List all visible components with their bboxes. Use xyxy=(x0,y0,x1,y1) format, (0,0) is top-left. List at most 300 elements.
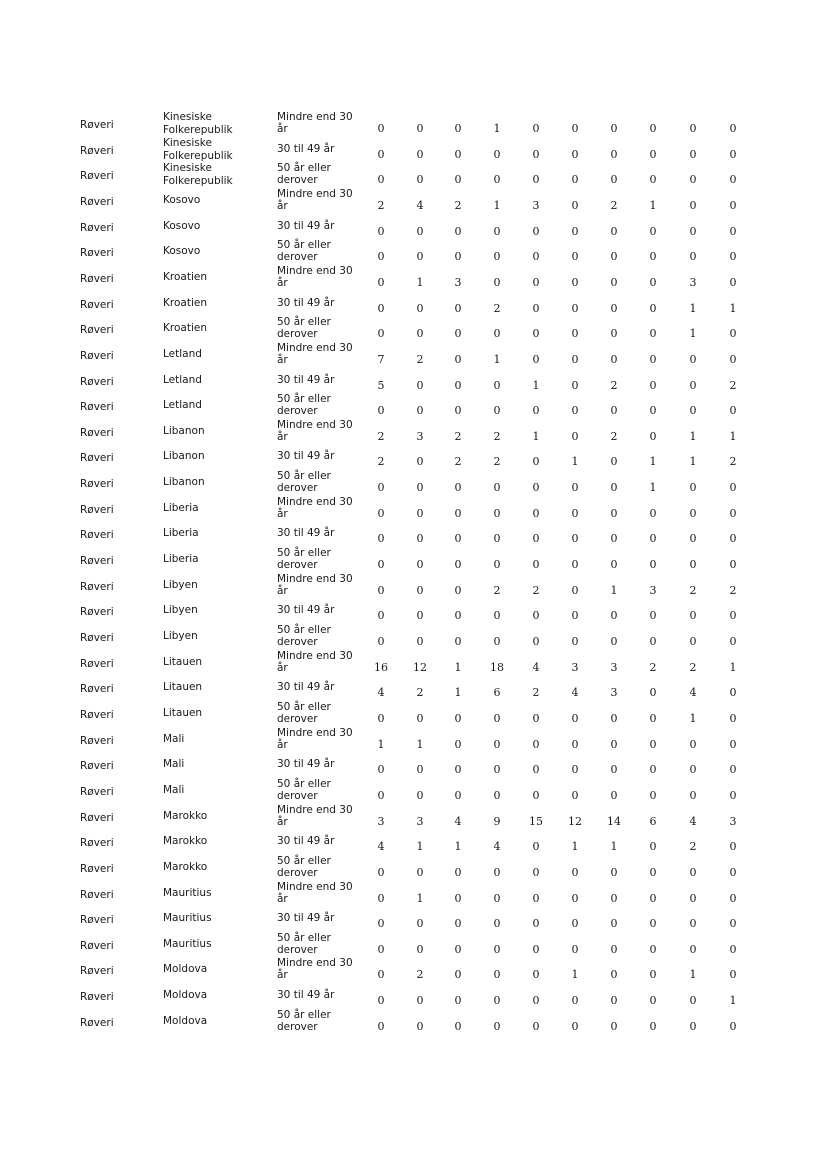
crime-type: Røveri xyxy=(80,760,114,773)
age-group: Mindre end 30 år xyxy=(277,880,353,905)
crime-type: Røveri xyxy=(80,298,114,311)
value-cell: 1 xyxy=(416,737,424,751)
value-cell: 0 xyxy=(649,147,657,161)
value-cell: 0 xyxy=(649,250,657,264)
value-cell: 1 xyxy=(649,198,657,212)
age-group: 30 til 49 år xyxy=(277,527,335,540)
value-cell: 0 xyxy=(571,122,579,135)
value-cell: 0 xyxy=(454,147,462,161)
value-cell: 0 xyxy=(649,558,657,572)
value-cell: 0 xyxy=(454,122,462,135)
value-cell: 0 xyxy=(454,481,462,495)
value-cell: 2 xyxy=(377,455,385,469)
country: Marokko xyxy=(163,860,208,873)
value-cell: 0 xyxy=(610,122,618,135)
value-cell: 0 xyxy=(454,737,462,751)
age-group: 30 til 49 år xyxy=(277,604,335,617)
value-cell: 0 xyxy=(454,352,462,366)
age-group: 30 til 49 år xyxy=(277,142,335,155)
country: Kosovo xyxy=(163,219,201,232)
value-cell: 16 xyxy=(374,660,388,674)
value-cell: 0 xyxy=(729,1019,737,1033)
value-cell: 0 xyxy=(689,481,697,495)
value-cell: 0 xyxy=(689,506,697,520)
value-cell: 0 xyxy=(454,788,462,802)
country: Libanon xyxy=(163,476,205,489)
value-cell: 0 xyxy=(532,609,540,623)
value-cell: 0 xyxy=(416,147,424,161)
value-cell: 0 xyxy=(689,352,697,366)
country: Moldova xyxy=(163,1014,208,1027)
crime-type: Røveri xyxy=(80,991,114,1004)
value-cell: 0 xyxy=(493,378,501,392)
value-cell: 2 xyxy=(729,455,737,469)
crime-type: Røveri xyxy=(80,247,114,260)
value-cell: 2 xyxy=(689,660,697,674)
value-cell: 0 xyxy=(729,275,737,289)
value-cell: 0 xyxy=(416,711,424,725)
value-cell: 0 xyxy=(493,147,501,161)
value-cell: 0 xyxy=(416,558,424,572)
value-cell: 3 xyxy=(689,275,697,289)
value-cell: 0 xyxy=(571,250,579,264)
value-cell: 0 xyxy=(610,763,618,777)
value-cell: 0 xyxy=(649,994,657,1008)
value-cell: 0 xyxy=(729,404,737,418)
value-cell: 0 xyxy=(610,865,618,879)
value-cell: 0 xyxy=(416,994,424,1008)
country: Kroatien xyxy=(163,296,207,309)
value-cell: 0 xyxy=(729,481,737,495)
value-cell: 0 xyxy=(571,1019,579,1033)
value-cell: 0 xyxy=(454,711,462,725)
value-cell: 0 xyxy=(571,429,579,443)
value-cell: 6 xyxy=(493,686,501,700)
value-cell: 0 xyxy=(729,609,737,623)
value-cell: 3 xyxy=(416,429,424,443)
value-cell: 0 xyxy=(571,635,579,648)
value-cell: 0 xyxy=(377,609,385,623)
country: Libanon xyxy=(163,424,205,437)
value-cell: 0 xyxy=(454,865,462,879)
value-cell: 0 xyxy=(454,1019,462,1033)
age-group: Mindre end 30 år xyxy=(277,572,353,597)
value-cell: 7 xyxy=(377,352,385,366)
crime-type: Røveri xyxy=(80,1016,114,1029)
value-cell: 0 xyxy=(532,122,540,135)
country: Libyen xyxy=(163,604,198,617)
value-cell: 0 xyxy=(610,275,618,289)
value-cell: 0 xyxy=(649,840,657,854)
value-cell: 0 xyxy=(377,558,385,572)
value-cell: 0 xyxy=(493,327,501,341)
value-cell: 0 xyxy=(532,327,540,341)
value-cell: 0 xyxy=(493,275,501,289)
value-cell: 2 xyxy=(416,352,424,366)
value-cell: 2 xyxy=(493,583,501,597)
value-cell: 0 xyxy=(454,942,462,956)
country: Libyen xyxy=(163,578,198,591)
value-cell: 0 xyxy=(454,532,462,546)
country: Marokko xyxy=(163,835,208,848)
crime-type: Røveri xyxy=(80,478,114,491)
country: Litauen xyxy=(163,681,203,694)
country: Liberia xyxy=(163,527,199,540)
value-cell: 1 xyxy=(416,891,424,905)
age-group: Mindre end 30 år xyxy=(277,495,353,520)
value-cell: 0 xyxy=(454,378,462,392)
value-cell: 5 xyxy=(377,378,385,392)
value-cell: 0 xyxy=(377,788,385,802)
value-cell: 0 xyxy=(610,968,618,982)
value-cell: 0 xyxy=(416,173,424,187)
value-cell: 1 xyxy=(649,455,657,469)
value-cell: 0 xyxy=(454,173,462,187)
value-cell: 0 xyxy=(571,737,579,751)
age-group: Mindre end 30 år xyxy=(277,418,353,443)
value-cell: 0 xyxy=(610,942,618,956)
value-cell: 2 xyxy=(454,455,462,469)
value-cell: 0 xyxy=(649,609,657,623)
value-cell: 2 xyxy=(610,378,618,392)
value-cell: 0 xyxy=(377,763,385,777)
value-cell: 0 xyxy=(377,301,385,315)
value-cell: 0 xyxy=(454,917,462,931)
value-cell: 0 xyxy=(532,147,540,161)
value-cell: 2 xyxy=(493,301,501,315)
value-cell: 0 xyxy=(416,788,424,802)
value-cell: 0 xyxy=(416,1019,424,1033)
crime-type: Røveri xyxy=(80,324,114,337)
value-cell: 2 xyxy=(689,840,697,854)
value-cell: 3 xyxy=(416,814,424,828)
value-cell: 0 xyxy=(532,250,540,264)
age-group: Mindre end 30 år xyxy=(277,341,353,366)
age-group: 50 år eller derover xyxy=(277,547,331,572)
age-group: Mindre end 30 år xyxy=(277,803,353,828)
value-cell: 0 xyxy=(532,558,540,572)
value-cell: 0 xyxy=(454,891,462,905)
value-cell: 0 xyxy=(729,635,737,648)
value-cell: 1 xyxy=(689,327,697,341)
value-cell: 0 xyxy=(571,558,579,572)
value-cell: 3 xyxy=(729,814,737,828)
value-cell: 0 xyxy=(416,609,424,623)
value-cell: 4 xyxy=(689,814,697,828)
value-cell: 0 xyxy=(416,532,424,546)
country: Liberia xyxy=(163,501,199,514)
value-cell: 0 xyxy=(377,583,385,597)
value-cell: 0 xyxy=(649,301,657,315)
value-cell: 0 xyxy=(729,891,737,905)
value-cell: 0 xyxy=(416,635,424,648)
value-cell: 0 xyxy=(729,558,737,572)
value-cell: 1 xyxy=(729,994,737,1008)
value-cell: 0 xyxy=(649,788,657,802)
value-cell: 0 xyxy=(689,122,697,135)
value-cell: 0 xyxy=(729,737,737,751)
value-cell: 0 xyxy=(729,250,737,264)
age-group: Mindre end 30 år xyxy=(277,726,353,751)
value-cell: 0 xyxy=(454,994,462,1008)
value-cell: 0 xyxy=(493,635,501,648)
value-cell: 0 xyxy=(689,994,697,1008)
value-cell: 2 xyxy=(532,583,540,597)
value-cell: 0 xyxy=(454,763,462,777)
value-cell: 0 xyxy=(689,404,697,418)
value-cell: 0 xyxy=(689,865,697,879)
value-cell: 0 xyxy=(571,994,579,1008)
value-cell: 0 xyxy=(532,763,540,777)
value-cell: 0 xyxy=(610,327,618,341)
crime-type: Røveri xyxy=(80,657,114,670)
value-cell: 0 xyxy=(729,532,737,546)
value-cell: 0 xyxy=(649,352,657,366)
value-cell: 1 xyxy=(689,301,697,315)
value-cell: 0 xyxy=(610,1019,618,1033)
value-cell: 0 xyxy=(610,147,618,161)
country: Mauritius xyxy=(163,886,212,899)
country: Kinesiske Folkerepublik xyxy=(163,162,233,188)
value-cell: 0 xyxy=(377,532,385,546)
value-cell: 2 xyxy=(493,455,501,469)
country: Libanon xyxy=(163,450,205,463)
value-cell: 0 xyxy=(493,788,501,802)
value-cell: 0 xyxy=(610,455,618,469)
crime-type: Røveri xyxy=(80,272,114,285)
crime-type: Røveri xyxy=(80,555,114,568)
value-cell: 4 xyxy=(377,686,385,700)
value-cell: 0 xyxy=(532,1019,540,1033)
value-cell: 0 xyxy=(454,224,462,238)
crime-type: Røveri xyxy=(80,785,114,798)
value-cell: 0 xyxy=(649,865,657,879)
value-cell: 0 xyxy=(532,711,540,725)
country: Letland xyxy=(163,373,202,386)
value-cell: 2 xyxy=(416,968,424,982)
value-cell: 0 xyxy=(610,506,618,520)
value-cell: 0 xyxy=(416,250,424,264)
value-cell: 0 xyxy=(377,865,385,879)
value-cell: 12 xyxy=(413,660,427,674)
value-cell: 0 xyxy=(571,301,579,315)
value-cell: 0 xyxy=(416,327,424,341)
value-cell: 0 xyxy=(532,917,540,931)
value-cell: 0 xyxy=(571,583,579,597)
value-cell: 2 xyxy=(377,429,385,443)
value-cell: 0 xyxy=(532,352,540,366)
value-cell: 1 xyxy=(610,840,618,854)
value-cell: 2 xyxy=(416,686,424,700)
value-cell: 0 xyxy=(729,763,737,777)
value-cell: 0 xyxy=(571,275,579,289)
value-cell: 0 xyxy=(532,301,540,315)
value-cell: 0 xyxy=(416,301,424,315)
country: Kinesiske Folkerepublik xyxy=(163,111,233,136)
value-cell: 1 xyxy=(454,686,462,700)
value-cell: 0 xyxy=(377,968,385,982)
age-group: 30 til 49 år xyxy=(277,450,335,463)
value-cell: 0 xyxy=(649,968,657,982)
value-cell: 0 xyxy=(729,917,737,931)
value-cell: 0 xyxy=(571,173,579,187)
value-cell: 0 xyxy=(532,942,540,956)
value-cell: 0 xyxy=(571,942,579,956)
crime-type: Røveri xyxy=(80,708,114,721)
crime-type: Røveri xyxy=(80,375,114,388)
country: Mauritius xyxy=(163,937,212,950)
value-cell: 0 xyxy=(416,455,424,469)
value-cell: 2 xyxy=(377,198,385,212)
value-cell: 0 xyxy=(532,506,540,520)
age-group: 30 til 49 år xyxy=(277,758,335,771)
country: Mali xyxy=(163,732,185,745)
value-cell: 0 xyxy=(689,763,697,777)
age-group: 50 år eller derover xyxy=(277,162,331,187)
value-cell: 0 xyxy=(493,865,501,879)
value-cell: 4 xyxy=(493,840,501,854)
crime-type: Røveri xyxy=(80,195,114,208)
value-cell: 0 xyxy=(377,122,385,135)
value-cell: 0 xyxy=(610,352,618,366)
value-cell: 0 xyxy=(532,891,540,905)
value-cell: 0 xyxy=(377,506,385,520)
value-cell: 0 xyxy=(689,917,697,931)
value-cell: 0 xyxy=(610,711,618,725)
value-cell: 0 xyxy=(571,378,579,392)
value-cell: 1 xyxy=(689,711,697,725)
age-group: 30 til 49 år xyxy=(277,835,335,848)
value-cell: 0 xyxy=(689,1019,697,1033)
crime-type: Røveri xyxy=(80,683,114,696)
value-cell: 1 xyxy=(649,481,657,495)
value-cell: 0 xyxy=(416,224,424,238)
value-cell: 2 xyxy=(689,583,697,597)
value-cell: 1 xyxy=(571,455,579,469)
value-cell: 3 xyxy=(610,660,618,674)
value-cell: 0 xyxy=(610,224,618,238)
value-cell: 0 xyxy=(689,942,697,956)
crime-type: Røveri xyxy=(80,811,114,824)
crime-type: Røveri xyxy=(80,580,114,593)
crime-type: Røveri xyxy=(80,170,114,183)
crime-type: Røveri xyxy=(80,349,114,362)
value-cell: 1 xyxy=(416,275,424,289)
value-cell: 0 xyxy=(689,788,697,802)
value-cell: 1 xyxy=(532,429,540,443)
value-cell: 0 xyxy=(729,122,737,135)
age-group: 50 år eller derover xyxy=(277,854,331,879)
age-group: 50 år eller derover xyxy=(277,316,331,341)
age-group: 50 år eller derover xyxy=(277,624,331,648)
value-cell: 0 xyxy=(729,327,737,341)
country: Kosovo xyxy=(163,193,201,206)
value-cell: 1 xyxy=(729,301,737,315)
value-cell: 0 xyxy=(532,994,540,1008)
value-cell: 0 xyxy=(729,711,737,725)
value-cell: 18 xyxy=(490,660,504,674)
value-cell: 0 xyxy=(649,942,657,956)
value-cell: 0 xyxy=(689,891,697,905)
value-cell: 0 xyxy=(649,891,657,905)
value-cell: 0 xyxy=(493,737,501,751)
value-cell: 0 xyxy=(689,737,697,751)
country: Kroatien xyxy=(163,322,207,335)
value-cell: 0 xyxy=(689,224,697,238)
value-cell: 0 xyxy=(493,711,501,725)
value-cell: 0 xyxy=(571,506,579,520)
value-cell: 0 xyxy=(649,404,657,418)
age-group: 50 år eller derover xyxy=(277,931,331,956)
value-cell: 1 xyxy=(610,583,618,597)
value-cell: 1 xyxy=(454,660,462,674)
value-cell: 0 xyxy=(377,275,385,289)
value-cell: 9 xyxy=(493,814,501,828)
value-cell: 0 xyxy=(377,1019,385,1033)
crime-type: Røveri xyxy=(80,965,114,978)
value-cell: 0 xyxy=(649,122,657,135)
value-cell: 0 xyxy=(493,891,501,905)
value-cell: 0 xyxy=(571,352,579,366)
value-cell: 0 xyxy=(689,198,697,212)
value-cell: 0 xyxy=(729,788,737,802)
age-group: 30 til 49 år xyxy=(277,912,335,925)
value-cell: 2 xyxy=(610,429,618,443)
country: Kosovo xyxy=(163,245,201,258)
value-cell: 0 xyxy=(729,840,737,854)
value-cell: 0 xyxy=(416,763,424,777)
value-cell: 0 xyxy=(454,250,462,264)
value-cell: 0 xyxy=(729,198,737,212)
value-cell: 4 xyxy=(571,686,579,700)
value-cell: 0 xyxy=(377,327,385,341)
value-cell: 0 xyxy=(454,301,462,315)
age-group: Mindre end 30 år xyxy=(277,649,353,674)
value-cell: 0 xyxy=(729,173,737,187)
value-cell: 0 xyxy=(729,865,737,879)
value-cell: 0 xyxy=(377,224,385,238)
crime-type: Røveri xyxy=(80,503,114,516)
value-cell: 0 xyxy=(610,788,618,802)
value-cell: 0 xyxy=(610,737,618,751)
crime-type: Røveri xyxy=(80,888,114,901)
value-cell: 0 xyxy=(416,583,424,597)
value-cell: 0 xyxy=(377,891,385,905)
value-cell: 0 xyxy=(493,763,501,777)
value-cell: 0 xyxy=(689,173,697,187)
value-cell: 4 xyxy=(454,814,462,828)
value-cell: 0 xyxy=(377,481,385,495)
age-group: 50 år eller derover xyxy=(277,700,331,725)
value-cell: 0 xyxy=(532,481,540,495)
value-cell: 0 xyxy=(571,327,579,341)
value-cell: 0 xyxy=(532,173,540,187)
crime-type: Røveri xyxy=(80,529,114,542)
country: Kroatien xyxy=(163,270,207,283)
value-cell: 0 xyxy=(649,1019,657,1033)
value-cell: 0 xyxy=(532,224,540,238)
value-cell: 0 xyxy=(416,481,424,495)
value-cell: 0 xyxy=(649,763,657,777)
value-cell: 0 xyxy=(493,994,501,1008)
age-group: 30 til 49 år xyxy=(277,681,335,694)
age-group: Mindre end 30 år xyxy=(277,264,353,289)
value-cell: 0 xyxy=(571,609,579,623)
value-cell: 2 xyxy=(729,583,737,597)
value-cell: 1 xyxy=(493,122,501,135)
value-cell: 1 xyxy=(377,737,385,751)
value-cell: 0 xyxy=(493,917,501,931)
